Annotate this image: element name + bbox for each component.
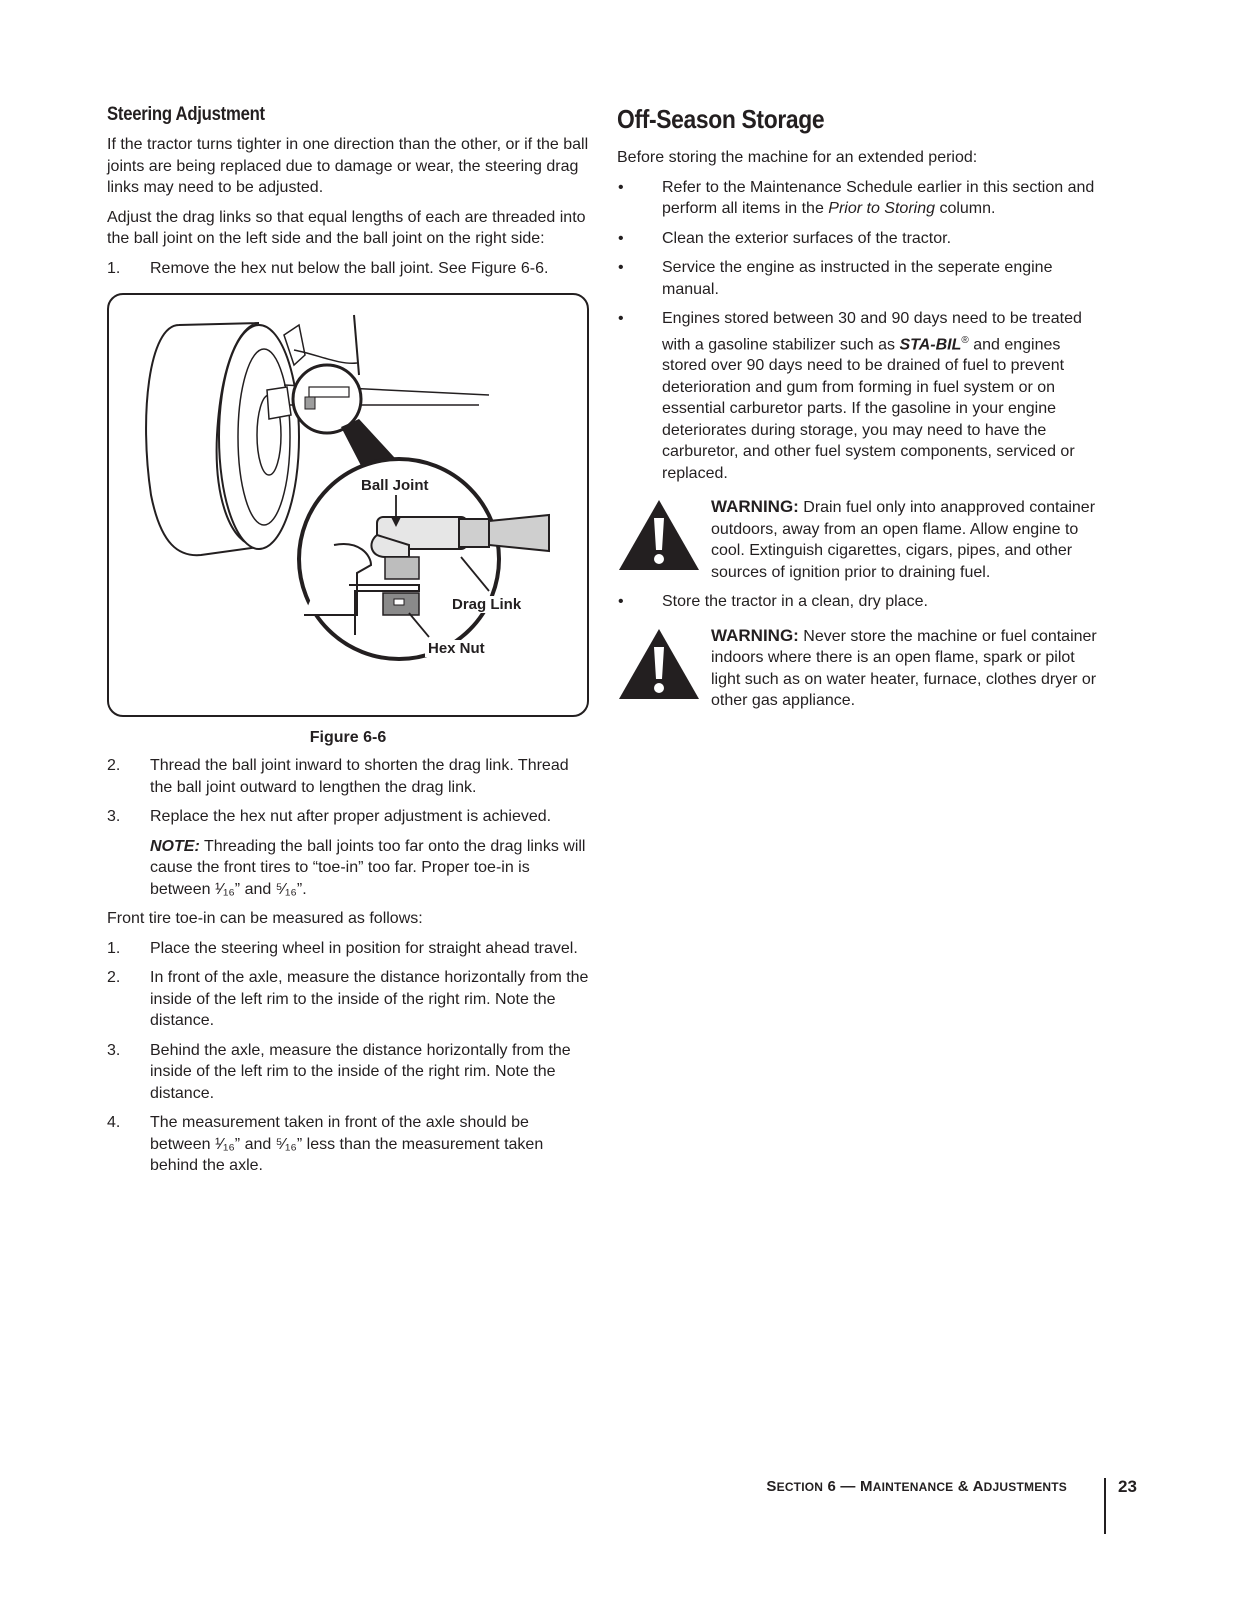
sta-bil-brand: STA-BIL [899,335,962,353]
measure-step-2 [107,967,589,1032]
bullet-text: Refer to the Maintenance Schedule earlier in this section and perform all items in the Prior to Storing column. [662,178,1095,217]
footer-divider [1104,1478,1106,1534]
step-number: 1. [107,939,121,957]
bullet-dot: • [618,229,624,247]
step-text: Place the steering wheel in position for straight ahead travel. [150,939,578,957]
steering-illustration [109,295,587,715]
bullet-clean-exterior [617,228,1107,250]
bullet-text: Clean the exterior surfaces of the tractor. [662,229,952,247]
step-number: 3. [107,808,121,825]
steering-intro: If the tractor turns tighter in one direction than the other, or if the ball joints are being replaced due to damage or wear, the steering drag links may need to be adjusted. [107,136,589,196]
bullet-dot: • [618,310,624,327]
step-text: In front of the axle, measure the distance horizontally from the inside of the left rim to the inside of the right rim. Note the distance. [150,969,589,1029]
label-drag-link: Drag Link [449,596,524,613]
figure-6-6 [107,293,589,717]
bullet-dot: • [618,259,624,276]
warning-store-indoors [617,625,1107,712]
bullet-dot: • [618,178,624,196]
step-number: 1. [107,259,121,277]
warning-triangle-icon [617,496,711,583]
storage-intro: Before storing the machine for an extended period: [617,149,978,166]
measure-step-1 [107,938,589,960]
label-hex-nut: Hex Nut [425,640,488,657]
step-2 [107,755,589,798]
warning-label: WARNING: [711,625,799,645]
measure-step-3 [107,1040,589,1105]
note-text: Threading the ball joints too far onto the drag links will cause the front tires to “toe-in” too far. Proper toe-in is between ¹⁄₁₆” and ⁵⁄₁₆”. [150,837,586,898]
warning-drain-fuel [617,496,1107,583]
steering-para2: Adjust the drag links so that equal lengths of each are threaded into the ball joint on the left side and the ball joint on the right side: [107,208,586,247]
warning-text: WARNING: Never store the machine or fuel container indoors where there is an open flame, spark or pilot light such as on water heater, furnace, clothes dryer or other gas appliance. [711,625,1097,710]
step-number: 4. [107,1114,121,1131]
right-column [617,104,1107,720]
prior-to-storing: Prior to Storing [828,200,935,217]
note-label: NOTE: [150,837,200,855]
bullet-text: Store the tractor in a clean, dry place. [662,593,928,611]
bullet-maintenance-schedule [617,177,1107,220]
warning-triangle-icon [617,625,711,712]
step-number: 3. [107,1041,121,1059]
warning-label: WARNING: [711,497,799,517]
bullet-service-engine [617,257,1107,300]
step-text: Remove the hex nut below the ball joint. See Figure 6-6. [150,259,549,277]
label-ball-joint: Ball Joint [358,477,432,494]
bullet-fuel-stabilizer [617,308,1107,484]
step-text: Behind the axle, measure the distance horizontally from the inside of the left rim to the inside of the right rim. Note the distance. [150,1041,571,1102]
bullet-store-dry [617,591,1107,613]
warning-text: WARNING: Drain fuel only into anapproved container outdoors, away from an open flame. Allow engine to cool. Extinguish cigarettes, cigars, pipes, and other sources of ignition prior to draining fuel. [711,497,1096,581]
bullet-dot: • [618,593,624,611]
bullet-text: Service the engine as instructed in the seperate engine manual. [662,259,1053,298]
off-season-storage-heading: Off-Season Storage [617,104,825,134]
bullet-text: Engines stored between 30 and 90 days need to be treated with a gasoline stabilizer such as STA-BIL® and engines stored over 90 days need to be drained of fuel to prevent deterioration and gum from forming in fuel system or on essential carburetor parts. If the gasoline in your engine deteriorates during storage, you may need to have the carburetor, and other fuel system components, serviced or replaced. [662,310,1082,482]
step-1 [107,258,589,280]
step-text: The measurement taken in front of the axle should be between ¹⁄₁₆” and ⁵⁄₁₆” less than the measurement taken behind the axle. [150,1114,544,1174]
footer-section-title: SECTION 6 — MAINTENANCE & ADJUSTMENTS [766,1478,1067,1495]
step-text: Replace the hex nut after proper adjustment is achieved. [150,808,552,825]
measure-step-4 [107,1112,589,1177]
toe-in-intro: Front tire toe-in can be measured as follows: [107,910,423,927]
page-number: 23 [1118,1477,1137,1496]
figure-caption: Figure 6-6 [309,729,387,746]
toe-in-note [150,836,589,901]
step-text: Thread the ball joint inward to shorten the drag link. Thread the ball joint outward to lengthen the drag link. [150,757,569,796]
steering-adjustment-heading: Steering Adjustment [107,104,265,125]
step-number: 2. [107,757,121,774]
left-column [107,104,589,1185]
step-3 [107,806,589,828]
step-number: 2. [107,969,121,986]
